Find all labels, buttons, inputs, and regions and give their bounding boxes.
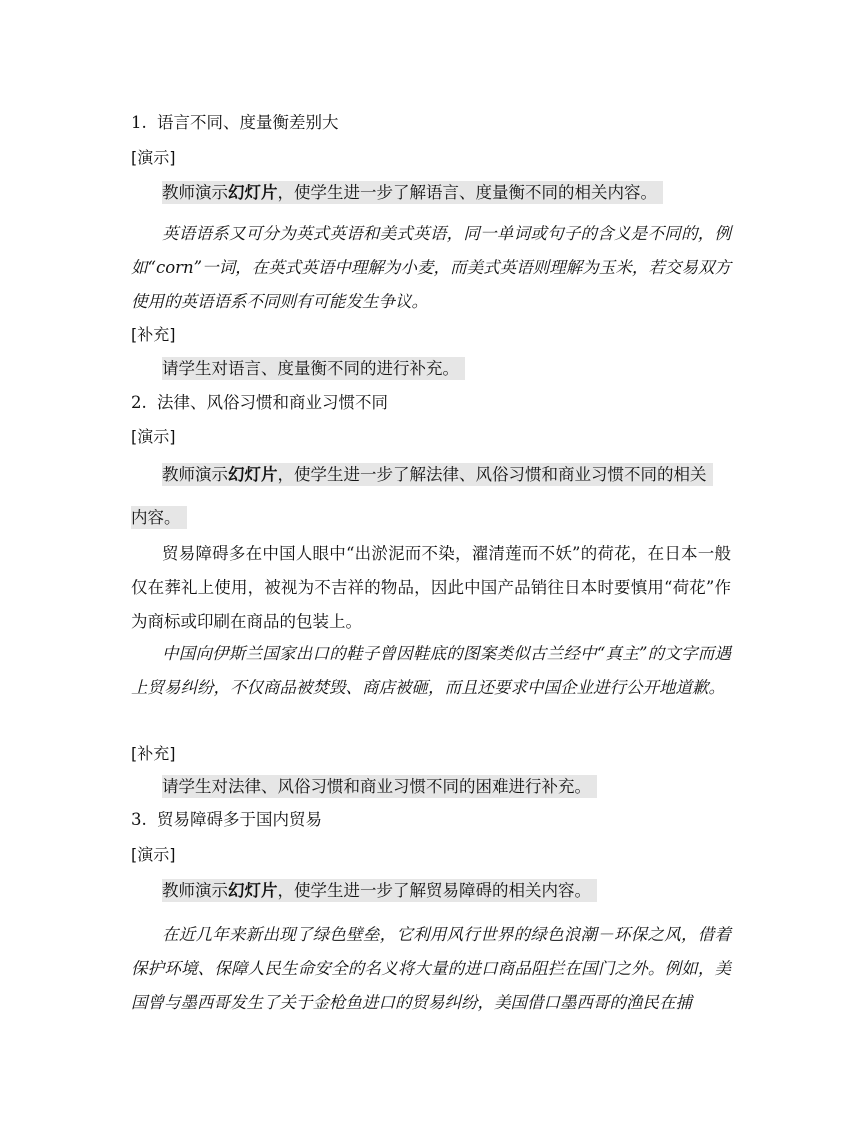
section-number: 3. bbox=[131, 810, 147, 829]
supplement-tag: [补充] bbox=[131, 325, 176, 344]
demo-tag: [演示] bbox=[131, 148, 176, 167]
example-paragraph: 中国向伊斯兰国家出口的鞋子曾因鞋底的图案类似古兰经中“真主”的文字而遇上贸易纠纷，不仅商品被焚毁、商店被砸，而且还要求中国企业进行公开地道歉。 bbox=[131, 644, 731, 697]
demo-prefix: 教师演示 bbox=[162, 183, 228, 202]
supplement-tag: [补充] bbox=[131, 744, 176, 763]
section-1-heading bbox=[131, 111, 339, 135]
example-paragraph: 贸易障碍多在中国人眼中“出淤泥而不染，濯清莲而不妖”的荷花，在日本一般仅在葬礼上使用，被视为不吉祥的物品，因此中国产品销往日本时要慎用“荷花”作为商标或印刷在商品的包装上。 bbox=[131, 544, 731, 631]
section-number: 2. bbox=[131, 393, 147, 412]
supplement-instruction bbox=[162, 775, 597, 799]
demo-prefix: 教师演示 bbox=[162, 881, 228, 900]
demo-suffix: ，使学生进一步了解贸易障碍的相关内容。 bbox=[277, 881, 591, 900]
section-title: 法律、风俗习惯和商业习惯不同 bbox=[157, 393, 388, 412]
section-title: 语言不同、度量衡差别大 bbox=[157, 113, 339, 132]
demo-instruction bbox=[162, 463, 713, 487]
highlighted-text: 请学生对语言、度量衡不同的进行补充。 bbox=[162, 357, 465, 380]
demo-instruction-continued bbox=[131, 506, 187, 530]
highlighted-text bbox=[162, 463, 713, 486]
slide-keyword: 幻灯片 bbox=[228, 465, 278, 484]
highlighted-text: 内容。 bbox=[131, 506, 187, 529]
slide-keyword: 幻灯片 bbox=[228, 881, 278, 900]
section-3-heading bbox=[131, 808, 322, 832]
example-paragraph: 在近几年来新出现了绿色壁垒，它利用风行世界的绿色浪潮－环保之风，借着保护环境、保障人民生命安全的名义将大量的进口商品阻拦在国门之外。例如，美国曾与墨西哥发生了关于金枪鱼进口的贸易纠纷，美国借口墨西哥的渔民在捕 bbox=[131, 925, 731, 1012]
highlighted-text: 请学生对法律、风俗习惯和商业习惯不同的困难进行补充。 bbox=[162, 775, 597, 798]
demo-instruction bbox=[162, 879, 597, 903]
demo-suffix: ，使学生进一步了解法律、风俗习惯和商业习惯不同的相关 bbox=[277, 465, 707, 484]
demo-tag: [演示] bbox=[131, 845, 176, 864]
demo-tag: [演示] bbox=[131, 427, 176, 446]
highlighted-text bbox=[162, 879, 597, 902]
section-number: 1. bbox=[131, 113, 147, 132]
slide-keyword: 幻灯片 bbox=[228, 183, 278, 202]
supplement-instruction bbox=[162, 357, 465, 381]
section-title: 贸易障碍多于国内贸易 bbox=[157, 810, 322, 829]
highlighted-text bbox=[162, 181, 663, 204]
demo-instruction bbox=[162, 181, 663, 205]
demo-prefix: 教师演示 bbox=[162, 465, 228, 484]
demo-suffix: ，使学生进一步了解语言、度量衡不同的相关内容。 bbox=[277, 183, 657, 202]
example-paragraph: 英语语系又可分为英式英语和美式英语，同一单词或句子的含义是不同的，例如“corn”一词，在英式英语中理解为小麦，而美式英语则理解为玉米，若交易双方使用的英语语系不同则有可能发生争议。 bbox=[131, 224, 731, 311]
section-2-heading bbox=[131, 391, 388, 415]
